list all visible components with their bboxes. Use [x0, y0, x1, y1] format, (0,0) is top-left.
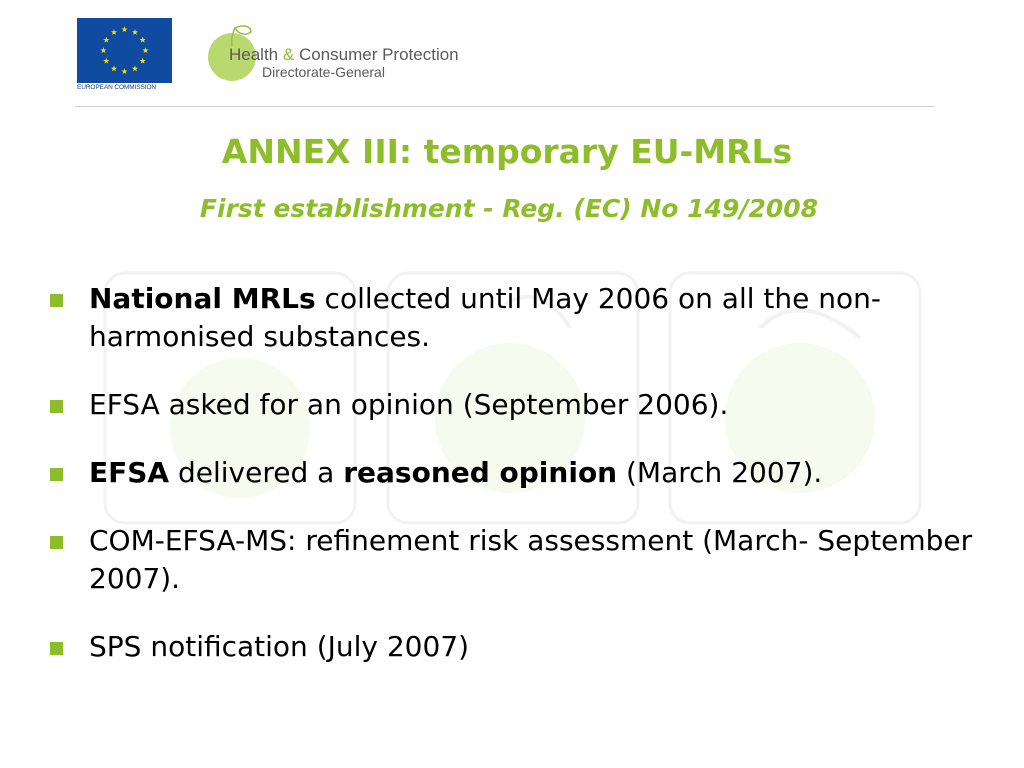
bullet-item	[50, 454, 990, 492]
dg-subtitle: Directorate-General	[262, 64, 385, 80]
bullet-text-end: (March 2007).	[617, 456, 823, 489]
slide-subtitle: First establishment - Reg. (EC) No 149/2008	[199, 194, 819, 223]
square-bullet-icon	[50, 294, 63, 307]
bullet-item	[50, 522, 990, 598]
bullet-bold-mid: reasoned opinion	[343, 456, 618, 489]
header-divider	[75, 106, 935, 107]
bullet-text: delivered a	[169, 456, 344, 489]
eu-flag-icon	[77, 18, 172, 83]
dg-name-consumer-protection: Consumer Protection	[298, 45, 459, 64]
dg-name	[229, 45, 459, 65]
square-bullet-icon	[50, 468, 63, 481]
bullet-text: SPS notification (July 2007)	[89, 630, 470, 663]
commission-label: EUROPEAN COMMISSION	[77, 84, 156, 91]
bullet-item	[50, 386, 990, 424]
bullet-bold-lead: National MRLs	[89, 282, 316, 315]
bullet-list	[50, 280, 990, 696]
bullet-text: collected until May 2006 on all the non-harmonised substances.	[89, 282, 881, 353]
bullet-bold-lead: EFSA	[89, 456, 170, 489]
slide-title: ANNEX III: temporary EU-MRLs	[221, 132, 793, 171]
bullet-item	[50, 280, 990, 356]
dg-health-consumer-logo	[205, 22, 475, 84]
square-bullet-icon	[50, 642, 63, 655]
bullet-text: COM-EFSA-MS: refinement risk assessment (March- September 2007).	[89, 524, 973, 595]
bullet-item	[50, 628, 990, 666]
square-bullet-icon	[50, 536, 63, 549]
square-bullet-icon	[50, 400, 63, 413]
european-commission-logo	[77, 18, 172, 93]
bullet-text: EFSA asked for an opinion (September 2006).	[89, 388, 729, 421]
dg-name-health: Health	[229, 45, 279, 64]
dg-name-ampersand: &	[282, 45, 295, 64]
